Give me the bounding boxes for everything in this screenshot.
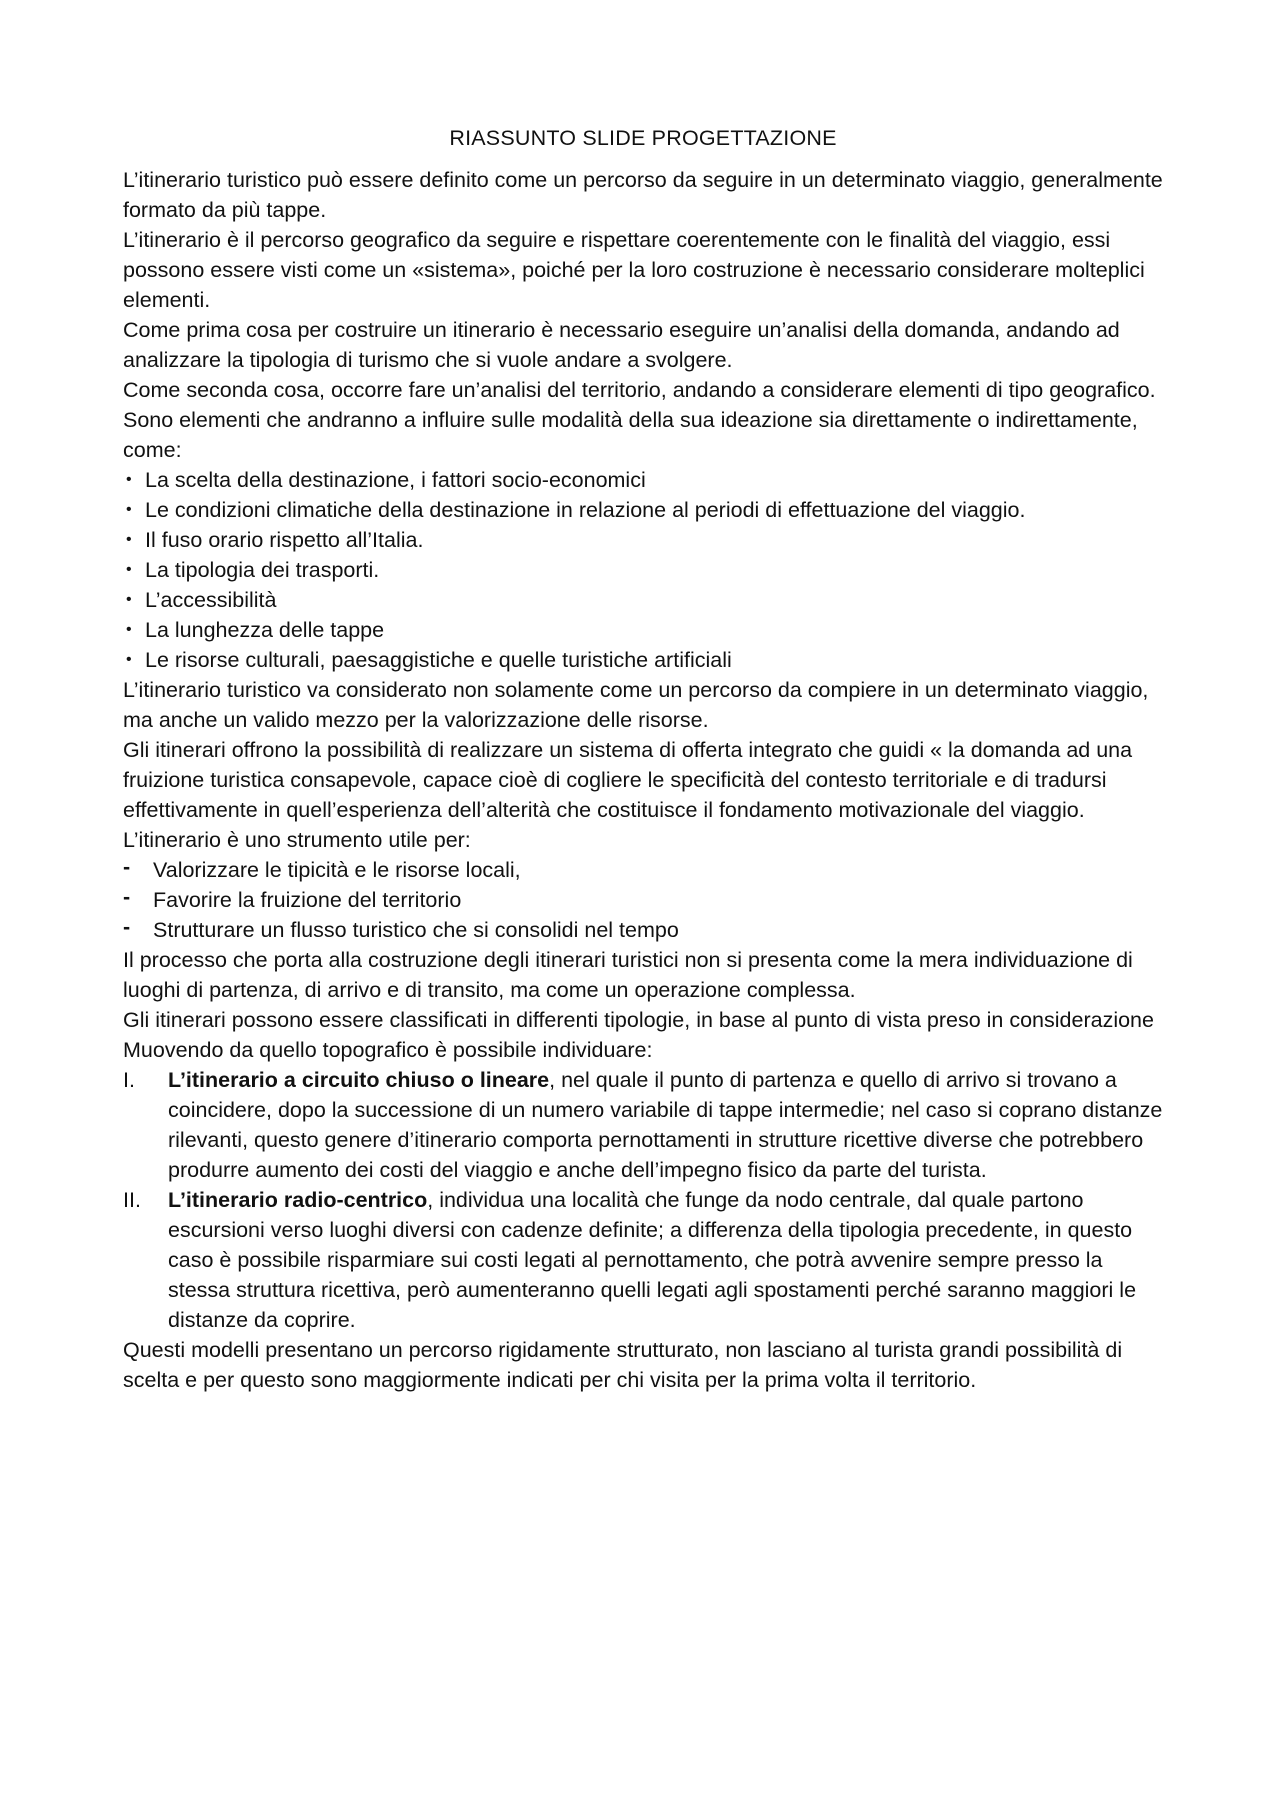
- dash-item: - Strutturare un flusso turistico che si consolidi nel tempo: [123, 915, 1163, 945]
- bullet-item: • L’accessibilità: [123, 585, 1163, 615]
- paragraph-classificazione: Gli itinerari possono essere classificati in differenti tipologie, in base al punto di vista preso in considerazione: [123, 1008, 1154, 1032]
- paragraph-offerta-integrata: Gli itinerari offrono la possibilità di realizzare un sistema di offerta integrato che guidi « la domanda ad una fruizione turistica consapevole, capace cioè di cogliere le specificità del contesto territoriale e di tradursi effettivamente in quell’esperienza dell’alterità che costituisce il fondamento motivazionale del viaggio.: [123, 738, 1133, 822]
- paragraph-valorizzazione: L’itinerario turistico va considerato non solamente come un percorso da compiere in un determinato viaggio, ma anche un valido mezzo per la valorizzazione delle risorse.: [123, 678, 1149, 732]
- document-title: RIASSUNTO SLIDE PROGETTAZIONE: [449, 126, 837, 150]
- dash-item: - Valorizzare le tipicità e le risorse locali,: [123, 855, 1163, 885]
- paragraph-analisi-domanda: Come prima cosa per costruire un itinerario è necessario eseguire un’analisi della domanda, andando ad analizzare la tipologia di turismo che si vuole andare a svolgere.: [123, 318, 1120, 372]
- roman-item-radio-centrico: [123, 1185, 1163, 1335]
- paragraph-topografico: Muovendo da quello topografico è possibile individuare:: [123, 1038, 653, 1062]
- roman-list-tipologie: [123, 1065, 1163, 1335]
- bullet-item: • La lunghezza delle tappe: [123, 615, 1163, 645]
- bullet-item: • La scelta della destinazione, i fattori socio-economici: [123, 465, 1163, 495]
- paragraph-processo: Il processo che porta alla costruzione degli itinerari turistici non si presenta come la mera individuazione di luoghi di partenza, di arrivo e di transito, ma come un operazione complessa.: [123, 948, 1133, 1002]
- dash-list-utilita: [123, 855, 1163, 945]
- bullet-item: • Il fuso orario rispetto all’Italia.: [123, 525, 1163, 555]
- bullet-item: • Le risorse culturali, paesaggistiche e quelle turistiche artificiali: [123, 645, 1163, 675]
- roman-numeral: I.: [123, 1068, 135, 1092]
- roman-numeral: II.: [123, 1188, 141, 1212]
- paragraph-conclusione: Questi modelli presentano un percorso rigidamente strutturato, non lasciano al turista grandi possibilità di scelta e per questo sono maggiormente indicati per chi visita per la prima volta il territorio.: [123, 1338, 1123, 1392]
- bullet-item: • Le condizioni climatiche della destinazione in relazione al periodi di effettuazione del viaggio.: [123, 495, 1163, 525]
- bullet-list-elementi: [123, 465, 1163, 675]
- term-circuito-chiuso: L’itinerario a circuito chiuso o lineare: [168, 1068, 550, 1092]
- paragraph-analisi-territorio: Come seconda cosa, occorre fare un’analisi del territorio, andando a considerare elementi di tipo geografico. Sono elementi che andranno a influire sulle modalità della sua ideazione sia direttamente o indirettamente, come:: [123, 378, 1156, 462]
- document-body: [123, 123, 1163, 1395]
- bullet-item: • La tipologia dei trasporti.: [123, 555, 1163, 585]
- paragraph-percorso-geografico: L’itinerario è il percorso geografico da seguire e rispettare coerentemente con le finalità del viaggio, essi possono essere visti come un «sistema», poiché per la loro costruzione è necessario considerare molteplici elementi.: [123, 228, 1145, 312]
- paragraph-strumento-utile: L’itinerario è uno strumento utile per:: [123, 828, 471, 852]
- dash-item: - Favorire la fruizione del territorio: [123, 885, 1163, 915]
- term-radio-centrico: L’itinerario radio-centrico: [168, 1188, 428, 1212]
- roman-item-circuito: [123, 1065, 1163, 1185]
- paragraph-definition: L’itinerario turistico può essere definito come un percorso da seguire in un determinato viaggio, generalmente formato da più tappe.: [123, 168, 1163, 222]
- term-description: , nel quale il punto di partenza e quello di arrivo si trovano a coincidere, dopo la successione di un numero variabile di tappe intermedie; nel caso si coprano distanze rilevanti, questo genere d’itinerario comporta pernottamenti in strutture ricettive diverse che potrebbero produrre aumento dei costi del viaggio e anche dell’impegno fisico da parte del turista.: [168, 1068, 1163, 1182]
- term-description: , individua una località che funge da nodo centrale, dal quale partono escursioni verso luoghi diversi con cadenze definite; a differenza della tipologia precedente, in questo caso è possibile risparmiare sui costi legati al pernottamento, che potrà avvenire sempre presso la stessa struttura ricettiva, però aumenteranno quelli legati agli spostamenti perché saranno maggiori le distanze da coprire.: [168, 1188, 1137, 1332]
